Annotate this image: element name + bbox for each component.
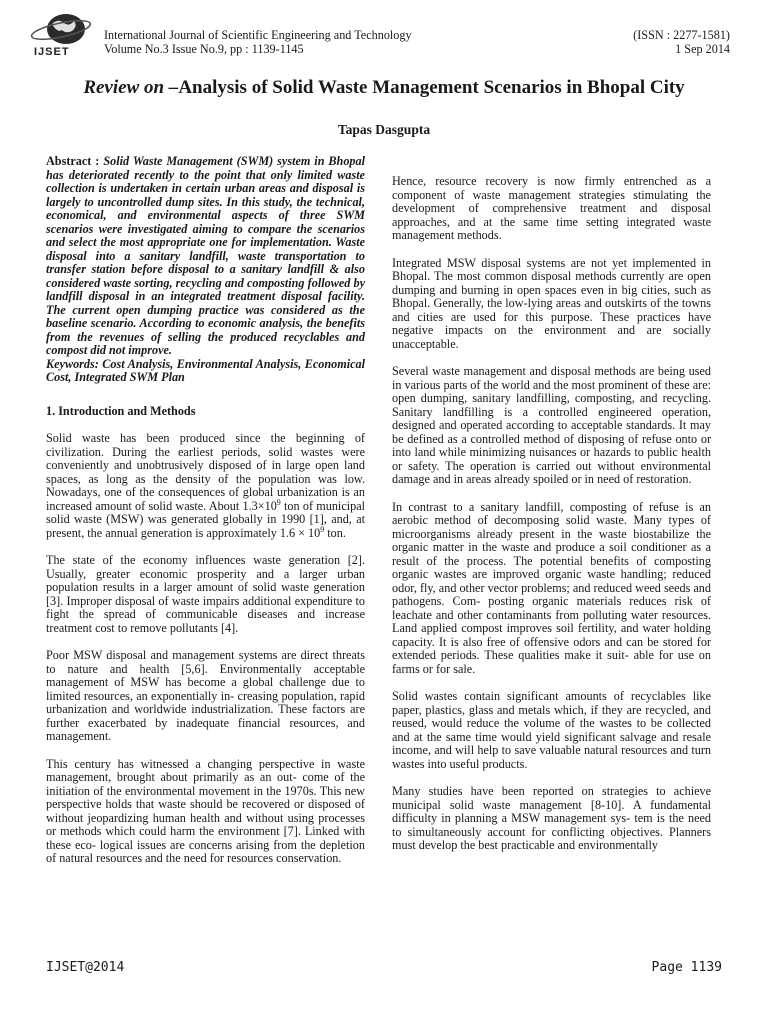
paragraph-text: ton. bbox=[324, 525, 346, 540]
issue-date: 1 Sep 2014 bbox=[675, 42, 730, 56]
paragraph: The state of the economy influences waste generation [2]. Usually, greater economic prosperity and a larger urban population results in a larger amount of solid waste generation [3]. Improper disposal of waste impairs additional expenditure to fight the spread of communicable diseases and increase treatment cost to remove pollutants [4]. bbox=[46, 553, 365, 635]
title-prefix: Review on – bbox=[83, 77, 179, 98]
paragraph-text: Solid waste has been produced since the beginning of civilization. During the earliest periods, solid wastes were conveniently and unobtrusively disposed of in large open land spaces, as long as the density of the population was low. Nowadays, one of the consequences of global urbanization is an increased amount of solid waste. About 1.3×10 bbox=[46, 431, 365, 513]
page-number: Page 1139 bbox=[651, 960, 722, 975]
journal-volume: Volume No.3 Issue No.9, pp : 1139-1145 bbox=[104, 42, 304, 56]
paragraph bbox=[46, 432, 365, 540]
keywords bbox=[46, 358, 365, 385]
title-main: Analysis of Solid Waste Management Scenarios in Bhopal City bbox=[178, 77, 685, 98]
keywords-label: Keywords bbox=[46, 356, 95, 371]
abstract bbox=[46, 155, 365, 358]
paragraph-text: ton of municipal solid waste (MSW) was generated globally in 1990 [1], and, at present, the annual generation is approximately 1.6 × 10 bbox=[46, 498, 366, 540]
left-column bbox=[46, 155, 365, 880]
paper-title bbox=[0, 77, 768, 99]
exponent: 9 bbox=[320, 524, 325, 534]
issn-info bbox=[633, 28, 730, 56]
keywords-text: : Cost Analysis, Environmental Analysis, Economical Cost, Integrated SWM Plan bbox=[46, 356, 365, 384]
abstract-label: Abstract : bbox=[46, 154, 100, 168]
journal-logo bbox=[30, 12, 92, 60]
exponent: 9 bbox=[276, 497, 281, 507]
paragraph: Many studies have been reported on strategies to achieve municipal solid waste management [8-10]. A fundamental difficulty in planning a MSW management sys- tem is the need to simultaneously account for conflicting objectives. Planners must develop the best practicable and environmentally bbox=[392, 784, 711, 852]
paragraph: In contrast to a sanitary landfill, composting of refuse is an aerobic method of decomposing solid waste. Many types of microorganisms already present in the waste biostabilize the organic matter in the waste and produce a soil conditioner as a result of the process. The potential benefits of composting organic wastes are improved organic waste handling; reduced odor, fly, and other vector problems; and reduced weed seeds and pathogens. Com- posting organic materials reduces risk of leachate and other contaminants from polluting water resources. Land applied compost improves soil fertility, and water holding capacity. It is also free of offensive odors and can be stored for extended periods. These qualities make it suit- able for use on farms or for sale. bbox=[392, 499, 711, 676]
footer-copyright: IJSET@2014 bbox=[46, 960, 125, 975]
paragraph: Hence, resource recovery is now firmly entrenched as a component of waste management strategies stimulating the development of comprehensive treatment and disposal approaches, and at the same time setting integrated waste management methods. bbox=[392, 174, 711, 242]
page-header bbox=[30, 12, 730, 62]
paragraph: This century has witnessed a changing perspective in waste management, brought about primarily as an out- come of the initiation of the environmental movement in the 1970s. This new perspective holds that waste should be recovered or disposed of without jeopardizing human health and without using processes or methods which could harm the environment [7]. Linked with these eco- logical issues are concerns arising from the depletion of natural resources and the need for resources conservation. bbox=[46, 756, 365, 865]
paragraph: Solid wastes contain significant amounts of recyclables like paper, plastics, glass and metals which, if they are recycled, and reused, would reduce the volume of the wastes to be collected and at the same time would yield significant salvage and resale income, and will help to save valuable natural resources and turn wastes into useful products. bbox=[392, 689, 711, 771]
author-name: Tapas Dasgupta bbox=[337, 122, 431, 137]
section-heading: 1. Introduction and Methods bbox=[46, 403, 196, 418]
logo-text: IJSET bbox=[34, 46, 70, 58]
issn: (ISSN : 2277-1581) bbox=[633, 28, 730, 42]
abstract-text: Solid Waste Management (SWM) system in Bhopal has deteriorated recently to the point that only limited waste collection is undertaken in certain urban areas and disposal is largely to uncontrolled dump sites. In this study, the technical, economical, and environmental aspects of three SWM scenarios were investigated aiming to compare the scenarios and select the most appropriate one for implementation. Waste disposal into a sanitary landfill, waste transportation to transfer station before disposal to a sanitary landfill & also considered waste sorting, recycling and composting followed by landfill disposal in an integrated treatment disposal facility. The current open dumping practice was considered as the baseline scenario. According to economic analysis, the benefits from the revenues of selling the produced recyclables and compost did not improve. bbox=[46, 154, 366, 357]
paragraph: Several waste management and disposal methods are being used in various parts of the world and the most prominent of these are: open dumping, sanitary landfilling, composting, and recycling. Sanitary landfilling is a controlled engineered operation, designed and operated according to acceptable standards. It may be defined as a controlled method of disposing of refuse onto or into land while minimizing nuisances or hazards to public health or safety. The operation is carried out without environmental damage and in areas already spoiled or in need of restoration. bbox=[392, 364, 711, 486]
journal-name: International Journal of Scientific Engineering and Technology bbox=[104, 28, 412, 42]
right-column bbox=[392, 175, 711, 867]
journal-info bbox=[104, 28, 412, 56]
paragraph: Integrated MSW disposal systems are not yet implemented in Bhopal. The most common disposal methods currently are open dumping and burning in open spaces even in big cities, such as Bhopal. Generally, the low-lying areas and outskirts of the towns and cities are used for this purpose. These practices have negative impacts on the environment and are socially unacceptable. bbox=[392, 255, 711, 351]
paragraph: Poor MSW disposal and management systems are direct threats to nature and health [5,6]. Environmentally acceptable management of MSW has become a global challenge due to limited resources, an exponentially in- creasing population, rapid urbanization and worldwide industrialization. These factors are further exacerbated by inadequate financial resources, and management. bbox=[46, 648, 365, 743]
